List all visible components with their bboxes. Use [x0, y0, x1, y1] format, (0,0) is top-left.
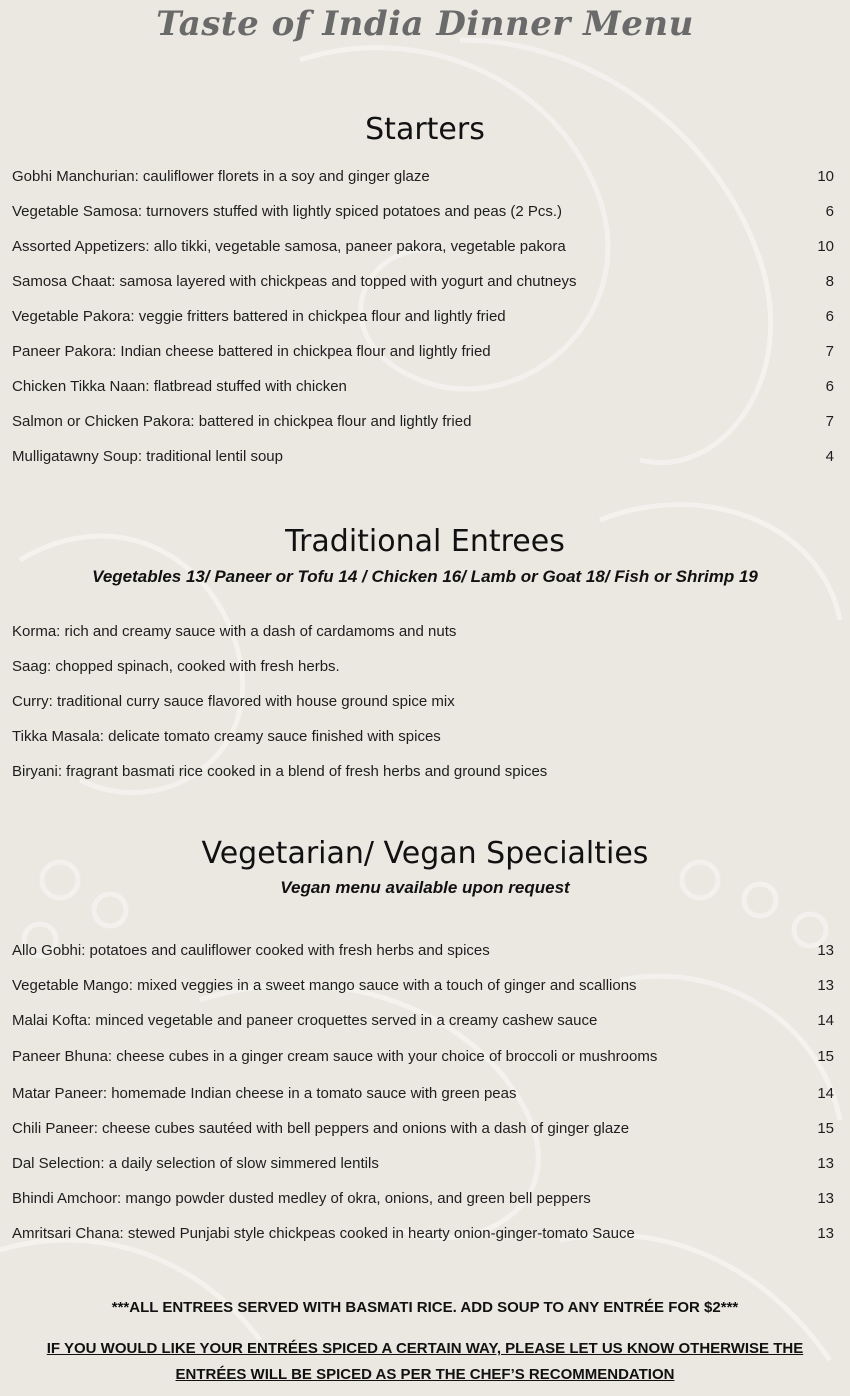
item-name: Chili Paneer: cheese cubes sautéed with bell peppers and onions with a dash of ginger glaze [12, 1120, 630, 1137]
menu-title: Taste of India Dinner Menu [156, 4, 694, 44]
menu-item [12, 940, 834, 962]
item-price: 13 [817, 1190, 834, 1207]
menu-item [12, 1223, 834, 1245]
item-price: 14 [817, 1012, 834, 1029]
spice-note-line2: ENTRÉES WILL BE SPICED AS PER THE CHEF’S RECOMMENDATION [175, 1366, 675, 1383]
menu-item [12, 1010, 834, 1032]
item-price: 15 [817, 1048, 834, 1065]
item-price: 6 [825, 308, 834, 325]
item-price: 6 [825, 378, 834, 395]
item-price: 15 [817, 1120, 834, 1137]
item-name: Salmon or Chicken Pakora: battered in chickpea flour and lightly fried [12, 413, 472, 430]
item-price: 8 [825, 273, 834, 290]
rice-note: ***ALL ENTREES SERVED WITH BASMATI RICE. ADD SOUP TO ANY ENTRÉE FOR $2*** [111, 1299, 739, 1316]
item-name: Tikka Masala: delicate tomato creamy sauce finished with spices [12, 728, 441, 745]
menu-item [12, 1153, 834, 1175]
item-price: 14 [817, 1085, 834, 1102]
item-name: Saag: chopped spinach, cooked with fresh herbs. [12, 658, 340, 675]
menu-item [12, 1188, 834, 1210]
item-name: Paneer Bhuna: cheese cubes in a ginger cream sauce with your choice of broccoli or mushrooms [12, 1048, 658, 1065]
menu-item [12, 271, 834, 293]
item-name: Gobhi Manchurian: cauliflower florets in a soy and ginger glaze [12, 168, 430, 185]
item-price: 6 [825, 203, 834, 220]
section-title-traditional: Traditional Entrees [285, 524, 565, 559]
item-name: Vegetable Mango: mixed veggies in a sweet mango sauce with a touch of ginger and scallions [12, 977, 637, 994]
menu-item [12, 1118, 834, 1140]
menu-item [12, 306, 834, 328]
vegan-note: Vegan menu available upon request [280, 878, 570, 897]
item-name: Chicken Tikka Naan: flatbread stuffed with chicken [12, 378, 347, 395]
menu-item [12, 446, 834, 468]
item-name: Samosa Chaat: samosa layered with chickpeas and topped with yogurt and chutneys [12, 273, 577, 290]
item-name: Curry: traditional curry sauce flavored with house ground spice mix [12, 693, 455, 710]
item-name: Mulligatawny Soup: traditional lentil soup [12, 448, 283, 465]
item-name: Vegetable Pakora: veggie fritters battered in chickpea flour and lightly fried [12, 308, 506, 325]
menu-item [12, 621, 834, 643]
item-price: 13 [817, 1225, 834, 1242]
item-name: Assorted Appetizers: allo tikki, vegetable samosa, paneer pakora, vegetable pakora [12, 238, 566, 255]
section-title-vegetarian: Vegetarian/ Vegan Specialties [201, 836, 649, 871]
menu-item [12, 376, 834, 398]
item-price: 13 [817, 1155, 834, 1172]
item-price: 10 [817, 168, 834, 185]
item-name: Paneer Pakora: Indian cheese battered in chickpea flour and lightly fried [12, 343, 491, 360]
item-price: 7 [825, 343, 834, 360]
item-name: Malai Kofta: minced vegetable and paneer croquettes served in a creamy cashew sauce [12, 1012, 598, 1029]
item-price: 13 [817, 942, 834, 959]
menu-item [12, 236, 834, 258]
menu-item [12, 1083, 834, 1105]
item-name: Vegetable Samosa: turnovers stuffed with lightly spiced potatoes and peas (2 Pcs.) [12, 203, 563, 220]
menu-item [12, 341, 834, 363]
item-price: 13 [817, 977, 834, 994]
item-name: Dal Selection: a daily selection of slow simmered lentils [12, 1155, 379, 1172]
item-name: Korma: rich and creamy sauce with a dash of cardamoms and nuts [12, 623, 457, 640]
item-name: Allo Gobhi: potatoes and cauliflower cooked with fresh herbs and spices [12, 942, 490, 959]
menu-item [12, 975, 834, 997]
item-name: Bhindi Amchoor: mango powder dusted medley of okra, onions, and green bell peppers [12, 1190, 591, 1207]
section-title-starters: Starters [365, 112, 485, 147]
item-price: 10 [817, 238, 834, 255]
menu-item [12, 201, 834, 223]
menu-item [12, 411, 834, 433]
item-name: Amritsari Chana: stewed Punjabi style chickpeas cooked in hearty onion-ginger-tomato Sauce [12, 1225, 635, 1242]
menu-item [12, 656, 834, 678]
item-price: 4 [825, 448, 834, 465]
menu-item [12, 761, 834, 783]
item-name: Matar Paneer: homemade Indian cheese in a tomato sauce with green peas [12, 1085, 517, 1102]
menu-item [12, 726, 834, 748]
item-name: Biryani: fragrant basmati rice cooked in a blend of fresh herbs and ground spices [12, 763, 548, 780]
traditional-pricing: Vegetables 13/ Paneer or Tofu 14 / Chicken 16/ Lamb or Goat 18/ Fish or Shrimp 19 [92, 567, 758, 586]
spice-note-line1: IF YOU WOULD LIKE YOUR ENTRÉES SPICED A CERTAIN WAY, PLEASE LET US KNOW OTHERWISE THE [46, 1340, 804, 1357]
item-price: 7 [825, 413, 834, 430]
menu-item [12, 691, 834, 713]
menu-item [12, 166, 834, 188]
menu-item [12, 1046, 834, 1068]
